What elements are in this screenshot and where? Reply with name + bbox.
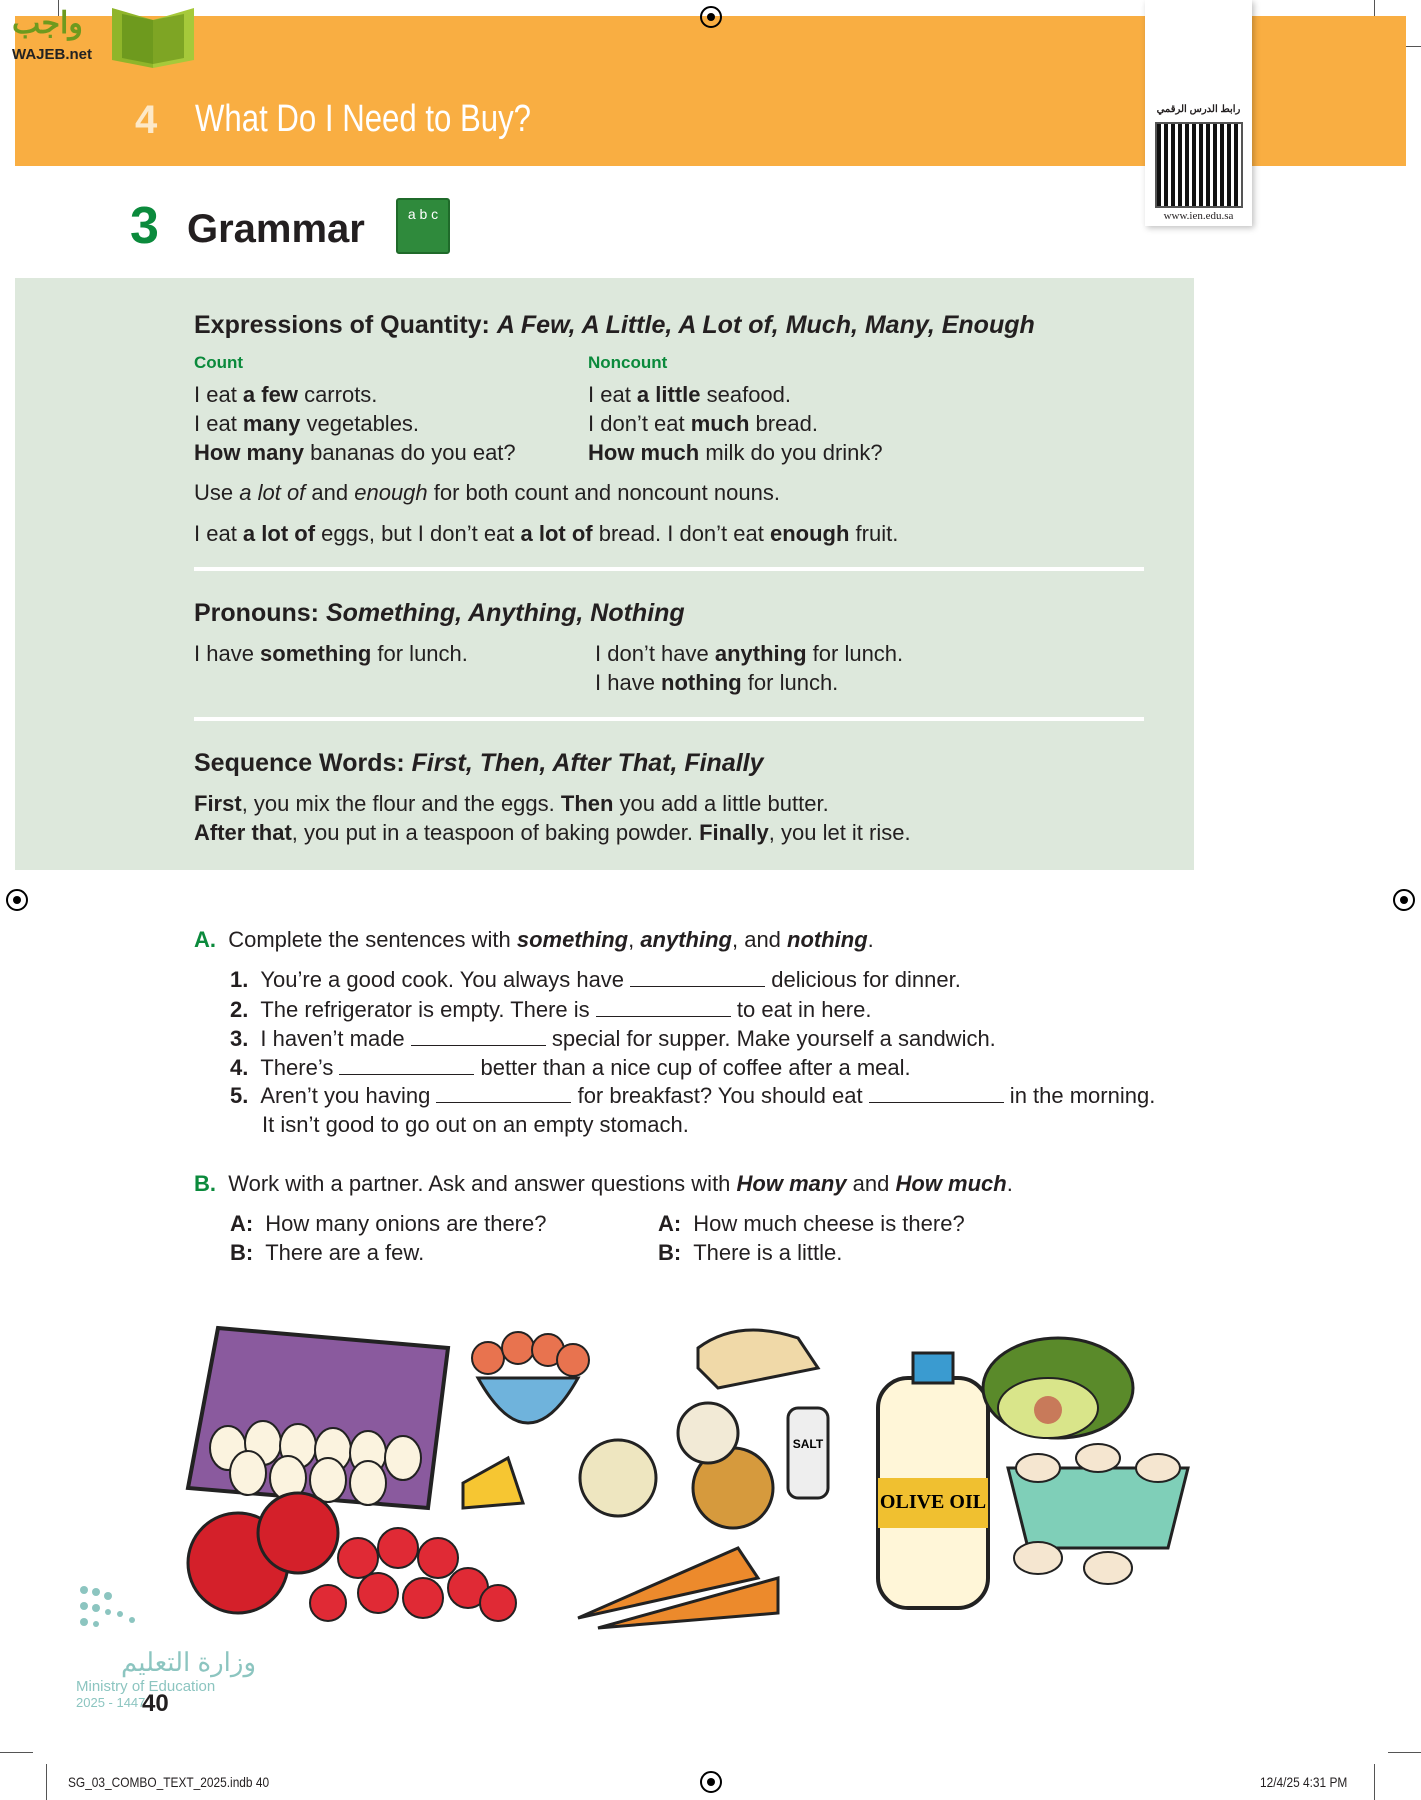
text-segment: Something, Anything, Nothing xyxy=(325,599,685,627)
answer-blank[interactable] xyxy=(436,1085,571,1103)
text-segment: You’re a good cook. You always have xyxy=(260,967,631,992)
pronoun-example xyxy=(595,670,838,696)
count-example xyxy=(194,440,516,466)
text-segment: I eat xyxy=(588,382,637,407)
dialog-line xyxy=(658,1211,965,1237)
strawberries-icon xyxy=(310,1528,516,1621)
text-segment: I haven’t made xyxy=(260,1026,411,1051)
text-segment: After that xyxy=(194,820,292,845)
crop-mark xyxy=(1388,1752,1421,1753)
text-segment: a little xyxy=(636,382,701,407)
answer-blank[interactable] xyxy=(411,1028,546,1046)
text-segment: How much xyxy=(588,440,700,465)
text-segment: for breakfast? You should eat xyxy=(571,1083,869,1108)
crop-mark xyxy=(46,1764,47,1800)
text-segment: Work with a partner. Ask and answer questions with xyxy=(228,1171,737,1196)
noncount-example xyxy=(588,382,791,408)
exercise-item-continuation: It isn’t good to go out on an empty stomach. xyxy=(262,1112,689,1137)
text-segment: A: xyxy=(658,1211,682,1236)
text-segment: eggs, but I don’t eat xyxy=(315,521,521,546)
abc-book-icon: a b c xyxy=(396,198,450,254)
text-segment: and xyxy=(846,1171,896,1196)
section-title: Grammar xyxy=(187,207,365,251)
text-segment: 4. xyxy=(230,1055,249,1080)
dialog-line xyxy=(230,1240,424,1266)
file-info: SG_03_COMBO_TEXT_2025.indb 40 xyxy=(68,1774,270,1790)
text-segment: bananas do you eat? xyxy=(304,440,516,465)
answer-blank[interactable] xyxy=(630,969,765,987)
pronouns-heading xyxy=(194,599,685,628)
text-segment: for lunch. xyxy=(741,670,839,695)
page-number: 40 xyxy=(142,1690,169,1717)
text-segment: bread. xyxy=(749,411,818,436)
text-segment: WAJEB.net xyxy=(12,46,93,63)
text-segment: I eat xyxy=(194,411,243,436)
bread-icon xyxy=(698,1330,818,1388)
text-segment: a few xyxy=(242,382,298,407)
text-segment: واجب xyxy=(12,7,83,40)
text-segment: How much xyxy=(895,1171,1007,1196)
pronoun-example xyxy=(595,641,903,667)
onion-icon xyxy=(580,1403,773,1528)
answer-blank[interactable] xyxy=(596,999,731,1017)
book-logo-icon xyxy=(108,6,198,68)
text-segment: Expressions of Quantity: xyxy=(194,311,497,339)
answer-blank[interactable] xyxy=(339,1057,474,1075)
food-illustration xyxy=(178,1318,1202,1638)
exercise-item xyxy=(230,1026,996,1052)
text-segment: 1. xyxy=(230,967,249,992)
olive-oil-bottle-icon xyxy=(878,1353,988,1608)
sequence-example xyxy=(194,791,829,817)
text-segment: There are a few. xyxy=(265,1240,425,1265)
exercise-item xyxy=(230,997,871,1023)
section-number: 3 xyxy=(130,197,159,255)
text-segment: A. xyxy=(194,927,216,952)
qr-card[interactable] xyxy=(1145,0,1252,226)
text-segment: وزارة التعليم xyxy=(120,1647,256,1677)
mushrooms-icon xyxy=(1008,1444,1188,1584)
divider xyxy=(194,717,1144,721)
text-segment: How much cheese is there? xyxy=(693,1211,965,1236)
text-segment: I have xyxy=(194,641,261,666)
text-segment: for lunch. xyxy=(806,641,904,666)
text-segment: First, Then, After That, Finally xyxy=(411,749,764,777)
text-segment: B. xyxy=(194,1171,216,1196)
olive-oil-label: OLIVE OIL xyxy=(879,1491,987,1513)
exercise-item xyxy=(230,1083,1155,1109)
text-segment: First xyxy=(194,791,242,816)
text-segment: 5. xyxy=(230,1083,249,1108)
salt-label: SALT xyxy=(792,1437,824,1451)
text-segment: How many onions are there? xyxy=(265,1211,547,1236)
text-segment: Sequence Words: xyxy=(194,749,412,777)
text-segment: milk do you drink? xyxy=(699,440,883,465)
text-segment: I eat xyxy=(194,382,243,407)
text-segment: There is a little. xyxy=(693,1240,843,1265)
text-segment: , you let it rise. xyxy=(768,820,911,845)
exercise-item xyxy=(230,967,961,993)
text-segment: I don’t have xyxy=(595,641,715,666)
text-segment: a lot of xyxy=(239,480,306,505)
wajeb-logo[interactable] xyxy=(10,6,190,70)
text-segment: special for supper. Make yourself a sandwich. xyxy=(545,1026,996,1051)
qr-label: رابط الدرس الرقمي xyxy=(1156,104,1241,115)
count-example xyxy=(194,411,419,437)
text-segment: in the morning. xyxy=(1003,1083,1156,1108)
text-segment: Pronouns: xyxy=(194,599,326,627)
unit-number: 4 xyxy=(135,98,158,142)
text-segment: 2025 - 1447 xyxy=(76,1695,146,1710)
text-segment: anything xyxy=(714,641,807,666)
text-segment: anything xyxy=(640,927,732,952)
dialog-line xyxy=(230,1211,546,1237)
pronoun-example xyxy=(194,641,468,667)
text-segment: a lot of xyxy=(242,521,316,546)
text-segment: Ministry of Education xyxy=(76,1678,216,1695)
answer-blank[interactable] xyxy=(869,1085,1004,1103)
dots-logo-icon xyxy=(76,1580,236,1640)
text-segment: . xyxy=(1006,1171,1013,1196)
text-segment: enough xyxy=(354,480,428,505)
crop-mark xyxy=(1374,1764,1375,1800)
shrimp-bowl-icon xyxy=(472,1332,589,1423)
text-segment: A Few, A Little, A Lot of, Much, Many, Enough xyxy=(496,311,1035,339)
text-segment: How many xyxy=(194,440,305,465)
text-segment: 2. xyxy=(230,997,249,1022)
text-segment: The refrigerator is empty. There is xyxy=(260,997,596,1022)
text-segment: 3. xyxy=(230,1026,249,1051)
text-segment: and xyxy=(305,480,355,505)
text-segment: I eat xyxy=(194,521,243,546)
text-segment: to eat in here. xyxy=(730,997,872,1022)
text-segment: seafood. xyxy=(700,382,792,407)
salt-shaker-icon xyxy=(788,1408,828,1498)
text-segment: Complete the sentences with xyxy=(228,927,517,952)
text-segment: delicious for dinner. xyxy=(765,967,961,992)
registration-mark-icon xyxy=(6,889,28,911)
sequence-heading xyxy=(194,749,764,778)
exercise-a-instruction xyxy=(194,927,874,953)
text-segment: something xyxy=(516,927,629,952)
count-label: Count xyxy=(194,353,244,372)
text-segment: How many xyxy=(736,1171,847,1196)
text-segment: Use xyxy=(194,480,240,505)
text-segment: for both count and noncount nouns. xyxy=(427,480,780,505)
avocado-icon xyxy=(983,1338,1133,1438)
exercise-b-instruction xyxy=(194,1171,1013,1197)
text-segment: There’s xyxy=(260,1055,340,1080)
text-segment: you add a little butter. xyxy=(613,791,829,816)
crop-mark xyxy=(0,1752,33,1753)
text-segment: , you mix the flour and the eggs. xyxy=(241,791,561,816)
text-segment: fruit. xyxy=(849,521,899,546)
text-segment: better than a nice cup of coffee after a meal. xyxy=(474,1055,911,1080)
noncount-example xyxy=(588,440,883,466)
noncount-example xyxy=(588,411,818,437)
quantity-heading xyxy=(194,311,1035,340)
text-segment: a lot of xyxy=(520,521,593,546)
text-segment: I don’t eat xyxy=(588,411,691,436)
quantity-example xyxy=(194,521,898,547)
text-segment: , you put in a teaspoon of baking powder. xyxy=(291,820,700,845)
exercise-item xyxy=(230,1055,911,1081)
text-segment: B: xyxy=(658,1240,682,1265)
text-segment: nothing xyxy=(661,670,742,695)
text-segment: much xyxy=(690,411,750,436)
qr-url[interactable]: www.ien.edu.sa xyxy=(1163,210,1234,222)
sequence-example xyxy=(194,820,911,846)
cheese-icon xyxy=(463,1458,523,1508)
text-segment: A: xyxy=(230,1211,254,1236)
text-segment: something xyxy=(260,641,372,666)
text-segment: many xyxy=(242,411,301,436)
count-example xyxy=(194,382,377,408)
registration-mark-icon xyxy=(1393,889,1415,911)
text-segment: enough xyxy=(769,521,850,546)
divider xyxy=(194,567,1144,571)
text-segment: for lunch. xyxy=(371,641,468,666)
text-segment: Then xyxy=(560,791,614,816)
text-segment: bread. I don’t eat xyxy=(592,521,770,546)
registration-mark-icon xyxy=(700,6,722,28)
qr-code-icon[interactable] xyxy=(1155,122,1243,208)
egg-carton-icon xyxy=(188,1328,448,1508)
print-date: 12/4/25 4:31 PM xyxy=(1260,1774,1348,1790)
text-segment: vegetables. xyxy=(300,411,420,436)
text-segment: carrots. xyxy=(297,382,378,407)
text-segment: . xyxy=(867,927,874,952)
text-segment: I have xyxy=(595,670,662,695)
text-segment: , xyxy=(628,927,641,952)
text-segment: , and xyxy=(731,927,788,952)
text-segment: nothing xyxy=(787,927,868,952)
text-segment: Aren’t you having xyxy=(260,1083,437,1108)
noncount-label: Noncount xyxy=(588,353,668,372)
text-segment: Finally xyxy=(699,820,769,845)
text-segment: B: xyxy=(230,1240,254,1265)
dialog-line xyxy=(658,1240,842,1266)
registration-mark-icon xyxy=(700,1771,722,1793)
unit-title: What Do I Need to Buy? xyxy=(195,98,532,140)
quantity-note xyxy=(194,480,780,506)
carrots-icon xyxy=(578,1548,778,1628)
